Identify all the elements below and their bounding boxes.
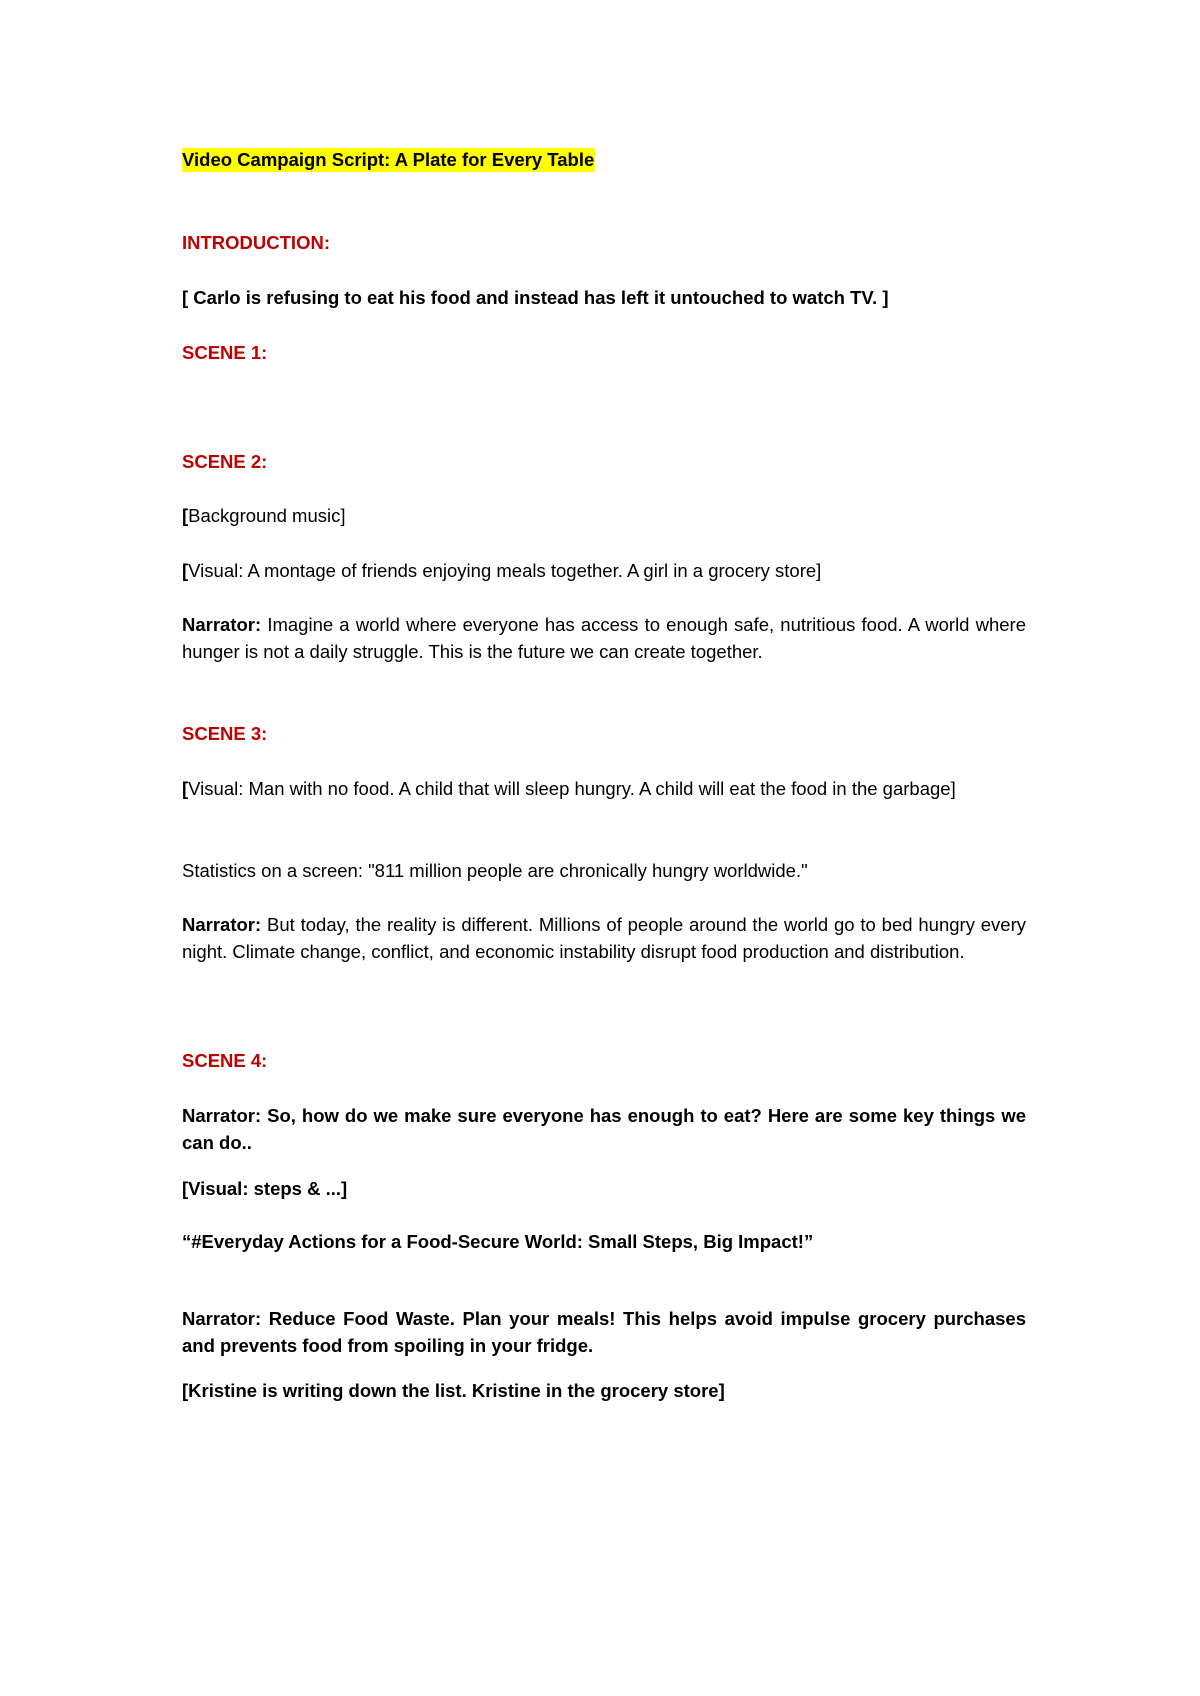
narrator-label: Narrator:	[182, 914, 262, 935]
visual-open-bracket: [	[182, 778, 189, 799]
scene-4-narration	[182, 1102, 1026, 1156]
scene-4-heading: SCENE 4:	[182, 1050, 268, 1071]
music-open-bracket: [	[182, 505, 189, 526]
document-title	[182, 146, 1026, 173]
scene-1-heading: SCENE 1:	[182, 342, 268, 363]
scene-2-music-direction	[182, 502, 1026, 529]
narrator-label: Narrator:	[182, 1105, 262, 1126]
introduction-heading: INTRODUCTION:	[182, 232, 330, 253]
narration-text: Reduce Food Waste. Plan your meals! This helps avoid impulse grocery purchases and prevents food from spoiling in your fridge.	[182, 1308, 1026, 1356]
narration-text: Imagine a world where everyone has access to enough safe, nutritious food. A world where hunger is not a daily struggle. This is the future we can create together.	[182, 614, 1027, 662]
narrator-label: Narrator:	[182, 1308, 262, 1329]
narrator-label: Narrator:	[182, 614, 262, 635]
scene-4-slogan: “#Everyday Actions for a Food-Secure World: Small Steps, Big Impact!”	[182, 1231, 814, 1252]
scene-4-visual-direction: [Visual: steps & ...]	[182, 1178, 348, 1199]
scene-3-heading: SCENE 3:	[182, 723, 268, 744]
scene-4-narration-2	[182, 1305, 1026, 1359]
visual-text: Visual: Man with no food. A child that will sleep hungry. A child will eat the food in the garbage]	[188, 778, 956, 799]
scene-4-direction: [Kristine is writing down the list. Kristine in the grocery store]	[182, 1380, 725, 1401]
scene-3-statistics: Statistics on a screen: "811 million people are chronically hungry worldwide."	[182, 860, 808, 881]
music-text: Background music]	[188, 505, 346, 526]
narration-text: So, how do we make sure everyone has enough to eat? Here are some key things we can do..	[182, 1105, 1027, 1153]
visual-open-bracket: [	[182, 560, 189, 581]
scene-3-visual-direction	[182, 775, 1026, 802]
introduction-direction: [ Carlo is refusing to eat his food and instead has left it untouched to watch TV. ]	[182, 287, 889, 308]
scene-2-heading: SCENE 2:	[182, 451, 268, 472]
narration-text: But today, the reality is different. Millions of people around the world go to bed hungry every night. Climate change, conflict, and economic instability disrupt food production and distribution.	[182, 914, 1027, 962]
title-highlight: Video Campaign Script: A Plate for Every Table	[182, 149, 595, 170]
scene-2-narration	[182, 611, 1026, 665]
scene-3-narration	[182, 911, 1026, 965]
scene-2-visual-direction	[182, 557, 1026, 584]
visual-text: Visual: A montage of friends enjoying meals together. A girl in a grocery store]	[188, 560, 822, 581]
